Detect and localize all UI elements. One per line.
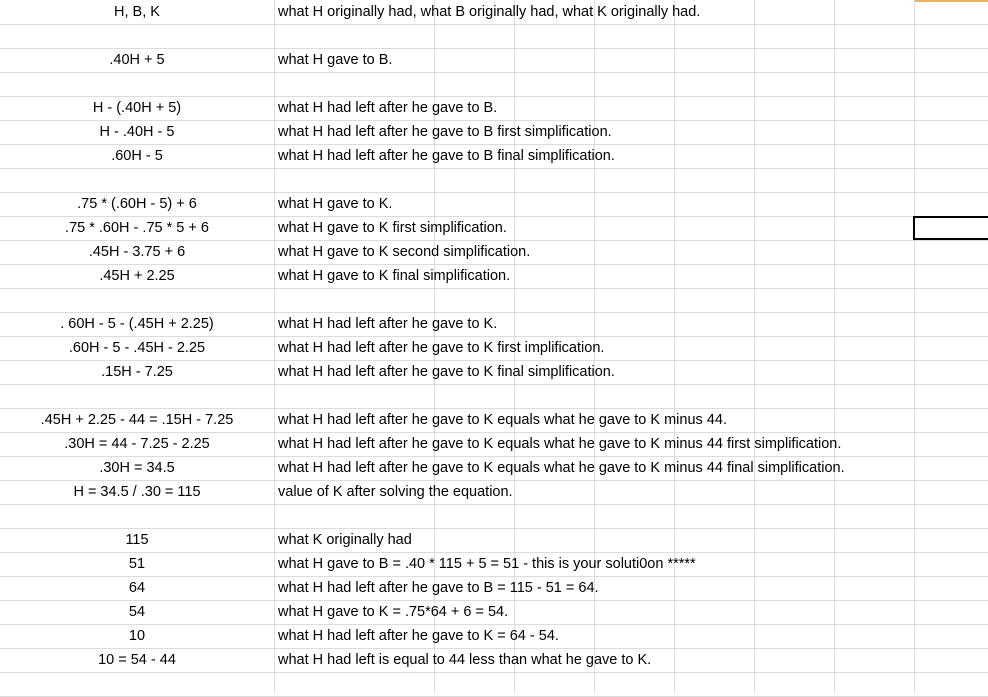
cell-expression[interactable] <box>0 289 274 312</box>
cell-expression[interactable] <box>0 169 274 192</box>
sheet-row <box>0 49 988 73</box>
cell-description[interactable]: what H had left after he gave to K. <box>278 316 498 332</box>
cell-expression[interactable] <box>0 385 274 408</box>
cell-expression[interactable]: H - (.40H + 5) <box>92 100 182 116</box>
cell-expression[interactable] <box>0 25 274 48</box>
cell-description[interactable]: what H had left after he gave to K final simplification. <box>278 364 615 380</box>
sheet-row <box>0 121 988 145</box>
sheet-row <box>0 625 988 649</box>
cell-expression[interactable]: .45H - 3.75 + 6 <box>88 244 186 260</box>
cell-expression[interactable]: 64 <box>128 580 146 596</box>
cell-expression[interactable]: 10 <box>128 628 146 644</box>
cell-description[interactable]: what H had left is equal to 44 less than what he gave to K. <box>278 652 652 668</box>
sheet-row <box>0 241 988 265</box>
cell-expression[interactable]: .60H - 5 <box>111 148 163 164</box>
cell-expression[interactable]: H, B, K <box>114 4 160 20</box>
cell-expression[interactable] <box>0 73 274 96</box>
column-header-accent <box>915 0 988 2</box>
cell-expression[interactable]: .45H + 2.25 <box>99 268 175 284</box>
sheet-row <box>0 673 988 697</box>
sheet-row <box>0 73 988 97</box>
cell-description[interactable]: what H had left after he gave to K = 64 - 54. <box>278 628 559 644</box>
cell-description[interactable]: what H gave to K = .75*64 + 6 = 54. <box>278 604 509 620</box>
cell-expression[interactable]: .75 * (.60H - 5) + 6 <box>77 196 197 212</box>
cell-expression[interactable] <box>0 505 274 528</box>
cell-expression[interactable]: .45H + 2.25 - 44 = .15H - 7.25 <box>40 412 234 428</box>
cell-description[interactable]: what H gave to B = .40 * 115 + 5 = 51 - this is your soluti0on ***** <box>278 556 696 572</box>
cell-expression[interactable]: .30H = 34.5 <box>99 460 175 476</box>
sheet-row <box>0 529 988 553</box>
cell-expression[interactable]: .15H - 7.25 <box>101 364 173 380</box>
cell-description[interactable]: what H originally had, what B originally had, what K originally had. <box>278 4 701 20</box>
sheet-row <box>0 337 988 361</box>
cell-expression[interactable]: .40H + 5 <box>109 52 165 68</box>
sheet-row <box>0 169 988 193</box>
sheet-row <box>0 601 988 625</box>
sheet-row <box>0 97 988 121</box>
cell-description[interactable]: what H gave to K second simplification. <box>278 244 531 260</box>
cell-description[interactable] <box>278 169 988 192</box>
cell-description[interactable]: what H gave to K final simplification. <box>278 268 511 284</box>
cell-description[interactable] <box>278 505 988 528</box>
cell-expression[interactable]: .60H - 5 - .45H - 2.25 <box>68 340 206 356</box>
cell-expression[interactable]: 54 <box>128 604 146 620</box>
cell-description[interactable]: what H had left after he gave to K equals what he gave to K minus 44 first simplification. <box>278 436 842 452</box>
cell-description[interactable]: what H had left after he gave to B = 115 - 51 = 64. <box>278 580 599 596</box>
cell-description[interactable]: what H gave to K first simplification. <box>278 220 507 236</box>
cell-description[interactable]: what H had left after he gave to B final simplification. <box>278 148 615 164</box>
sheet-row <box>0 433 988 457</box>
cell-description[interactable]: what H had left after he gave to B. <box>278 100 498 116</box>
cell-expression[interactable]: 10 = 54 - 44 <box>98 652 176 668</box>
sheet-row <box>0 1 988 25</box>
sheet-row <box>0 409 988 433</box>
cell-expression[interactable]: 115 <box>125 532 149 548</box>
cell-expression[interactable]: 51 <box>128 556 146 572</box>
sheet-row <box>0 385 988 409</box>
sheet-row <box>0 265 988 289</box>
cell-expression[interactable]: H = 34.5 / .30 = 115 <box>73 484 201 500</box>
sheet-row <box>0 25 988 49</box>
cell-expression[interactable]: . 60H - 5 - (.45H + 2.25) <box>60 316 214 332</box>
cell-description[interactable]: what H had left after he gave to B first simplification. <box>278 124 612 140</box>
cell-description[interactable]: what K originally had <box>278 532 412 548</box>
sheet-row <box>0 481 988 505</box>
sheet-row <box>0 457 988 481</box>
cell-description[interactable] <box>278 73 988 96</box>
sheet-row <box>0 553 988 577</box>
sheet-row <box>0 193 988 217</box>
cell-description[interactable] <box>278 25 988 48</box>
cell-description[interactable]: value of K after solving the equation. <box>278 484 513 500</box>
sheet-row <box>0 577 988 601</box>
cell-expression[interactable]: H - .40H - 5 <box>99 124 175 140</box>
cell-expression[interactable]: .75 * .60H - .75 * 5 + 6 <box>65 220 209 236</box>
cell-description[interactable]: what H gave to K. <box>278 196 393 212</box>
sheet-row <box>0 649 988 673</box>
cell-description[interactable]: what H had left after he gave to K equals what he gave to K minus 44. <box>278 412 727 428</box>
sheet-row <box>0 145 988 169</box>
cell-description[interactable]: what H had left after he gave to K equals what he gave to K minus 44 final simplification. <box>278 460 845 476</box>
sheet-row <box>0 217 988 241</box>
sheet-row <box>0 361 988 385</box>
cell-description[interactable] <box>278 289 988 312</box>
cell-description[interactable]: what H gave to B. <box>278 52 393 68</box>
cell-description[interactable] <box>278 385 988 408</box>
sheet-row <box>0 313 988 337</box>
sheet-row <box>0 289 988 313</box>
sheet-row <box>0 505 988 529</box>
cell-description[interactable]: what H had left after he gave to K first implification. <box>278 340 605 356</box>
cell-expression[interactable]: .30H = 44 - 7.25 - 2.25 <box>64 436 210 452</box>
selected-cell[interactable] <box>913 216 988 240</box>
